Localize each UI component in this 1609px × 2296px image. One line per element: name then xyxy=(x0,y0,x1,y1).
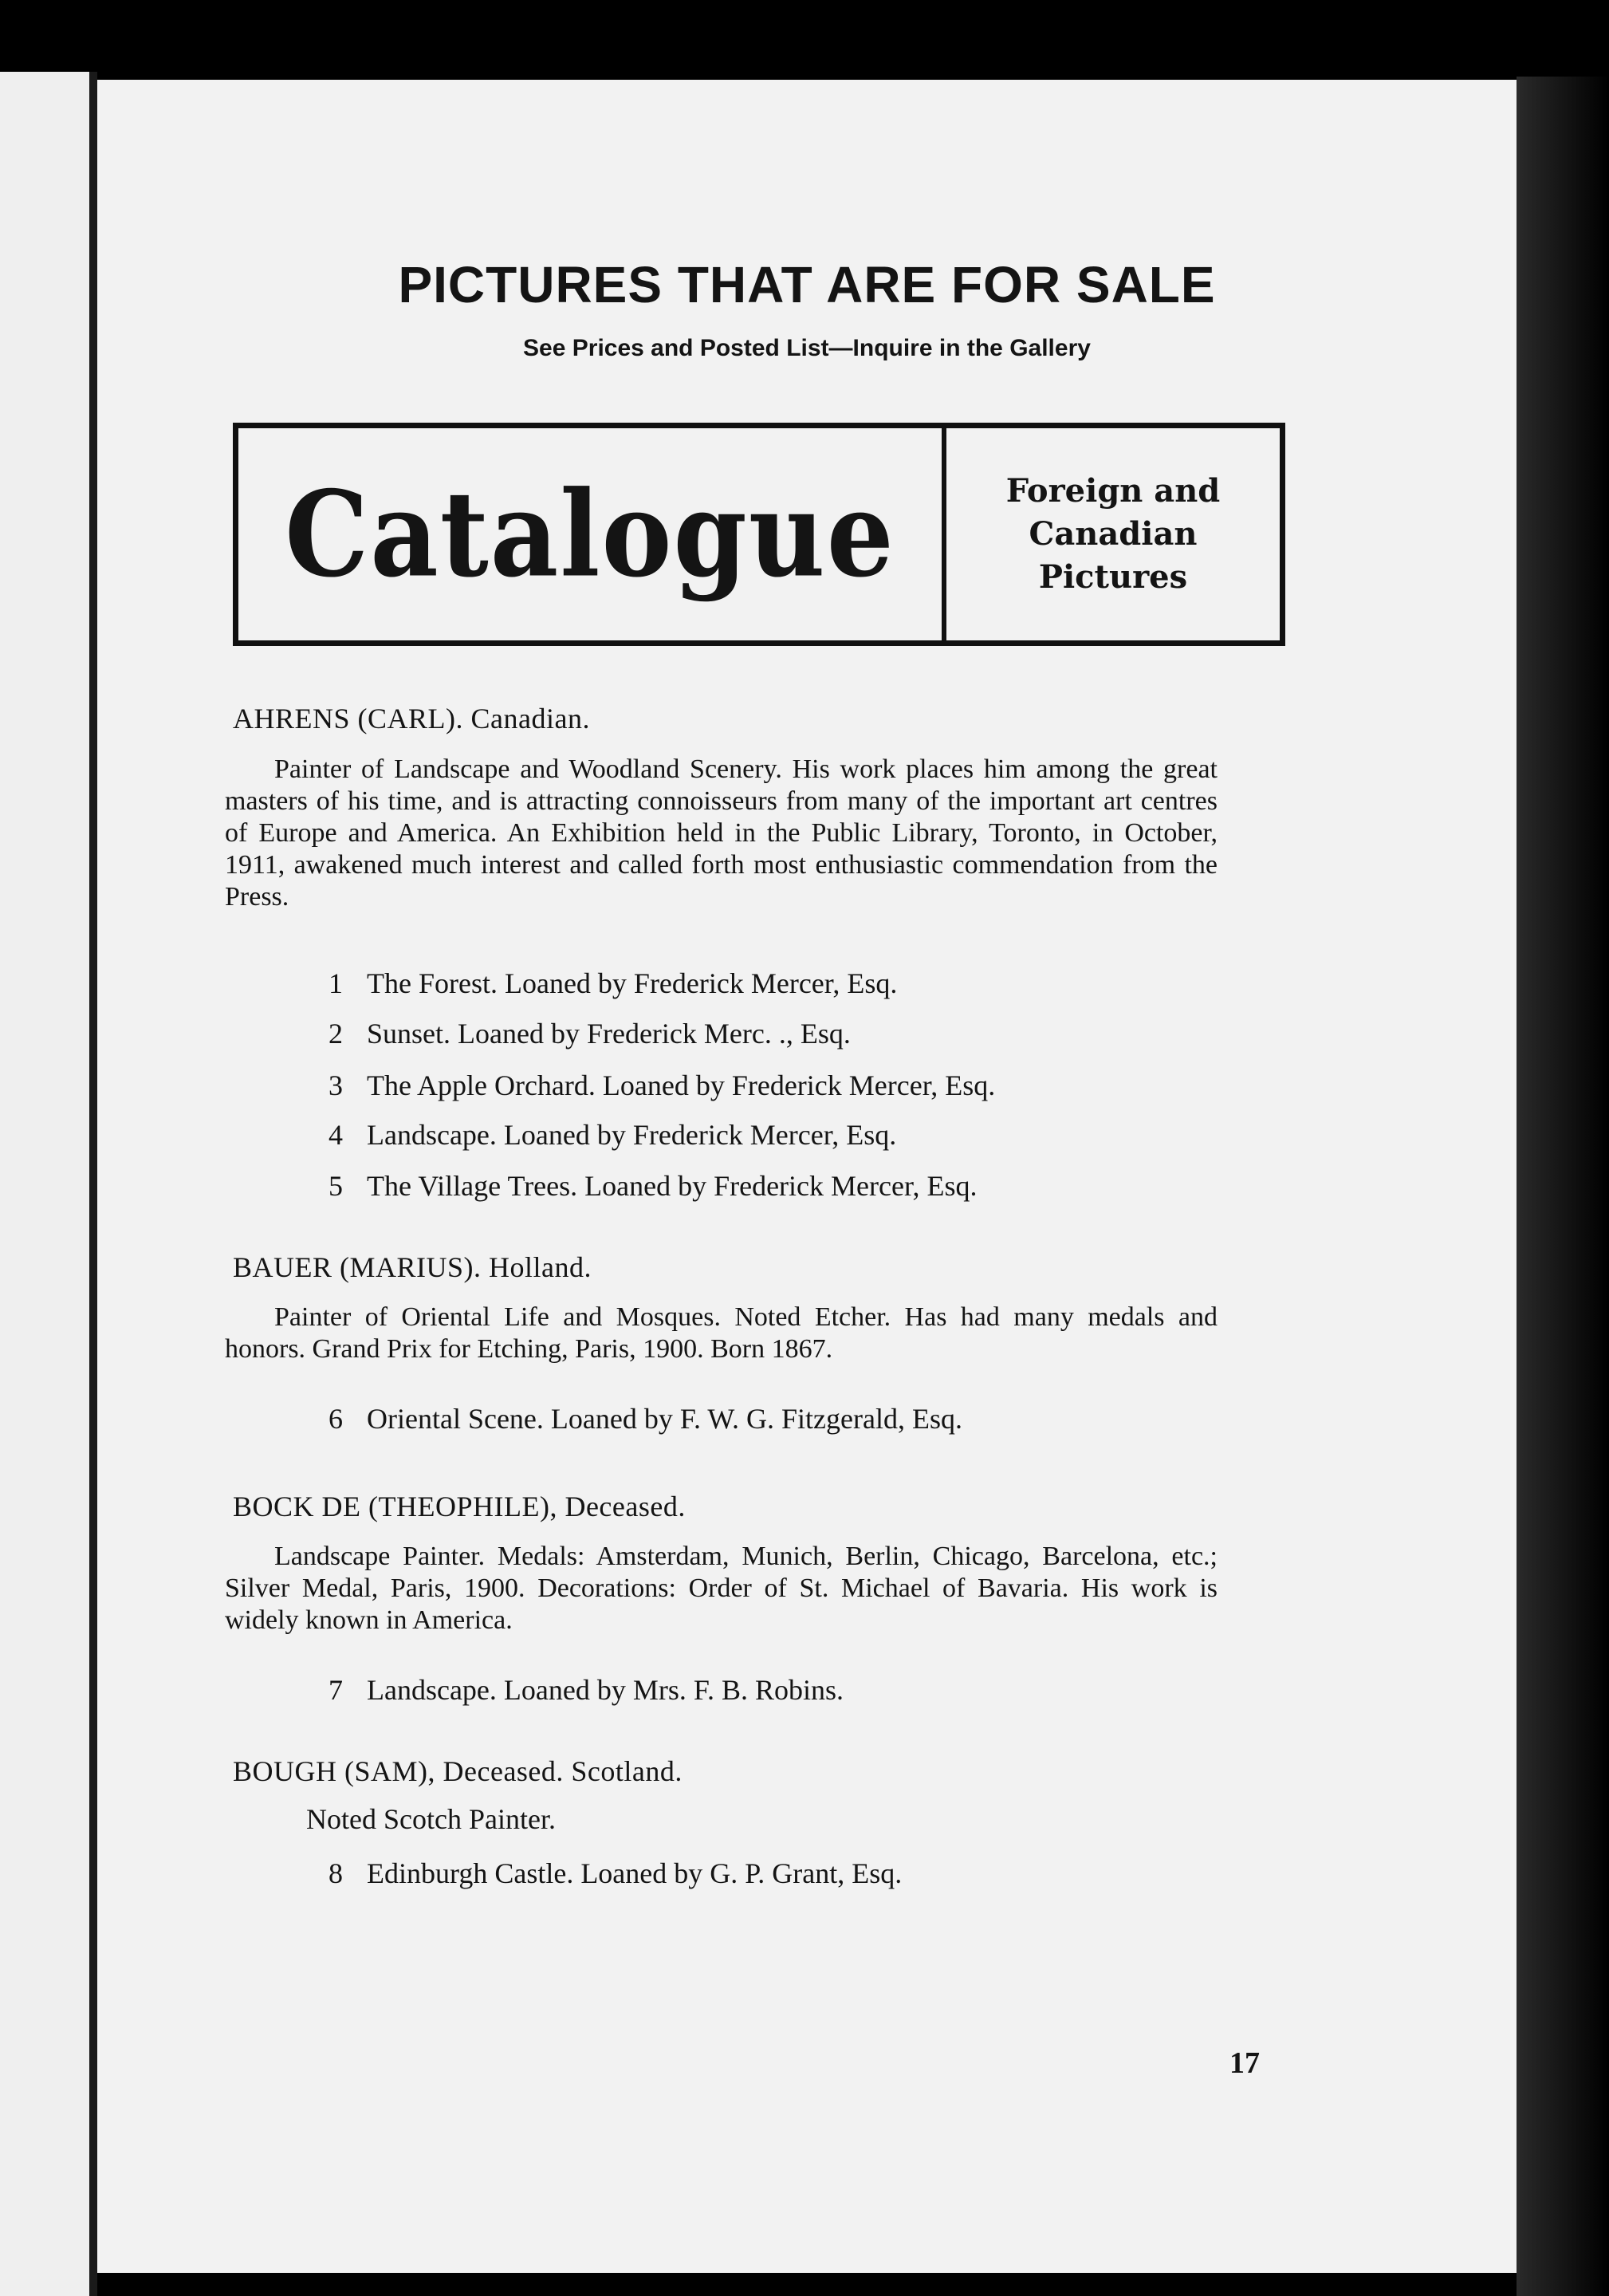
catalogue-item xyxy=(328,967,897,1000)
banner-subtitle-line: Foreign and xyxy=(1005,472,1221,510)
entry-description-bough: Noted Scotch Painter. xyxy=(306,1803,556,1835)
catalogue-item xyxy=(328,1017,851,1050)
catalogue-item xyxy=(328,1402,962,1435)
entry-description-bock-de: Landscape Painter. Medals: Amsterdam, Munich, Berlin, Chicago, Barcelona, etc.; Silver Medal, Paris, 1900. Decorations: Order of St. Michael of Bavaria. His work is widely known in America. xyxy=(225,1542,1218,1635)
page-shadow xyxy=(1517,77,1609,2296)
banner-subtitle-line: Pictures xyxy=(1038,558,1188,596)
catalogue-item xyxy=(328,1169,978,1203)
entry-heading-bock-de: BOCK DE (THEOPHILE), Deceased. xyxy=(233,1491,686,1522)
item-text: The Village Trees. Loaned by Frederick Mercer, Esq. xyxy=(367,1170,978,1202)
page-heading: PICTURES THAT ARE FOR SALE xyxy=(398,256,1216,313)
catalogue-item xyxy=(328,1118,896,1152)
item-number: 2 xyxy=(328,1018,343,1050)
item-text: The Apple Orchard. Loaned by Frederick Mercer, Esq. xyxy=(367,1069,996,1101)
page-number: 17 xyxy=(1229,2046,1260,2080)
banner-subtitle-line: Canadian xyxy=(1029,515,1198,553)
item-number: 3 xyxy=(328,1069,343,1101)
banner-title: Catalogue xyxy=(285,465,895,604)
item-text: Sunset. Loaned by Frederick Merc. ., Esq. xyxy=(367,1018,851,1050)
catalogue-item xyxy=(328,1857,902,1890)
page-subheading: See Prices and Posted List—Inquire in the Gallery xyxy=(523,335,1091,361)
banner-title-box xyxy=(238,428,946,640)
binding-gutter xyxy=(89,72,97,2296)
catalogue-item xyxy=(328,1673,844,1707)
item-text: Landscape. Loaned by Mrs. F. B. Robins. xyxy=(367,1674,844,1706)
entry-description-ahrens: Painter of Landscape and Woodland Scenery. His work places him among the great masters of his time, and is attracting connoisseurs from many of the important art centres of Europe and America. An Exhibition held in the Public Library, Toronto, in October, 1911, awakened much interest and called forth most enthusiastic commendation from the Press. xyxy=(225,754,1218,912)
entry-heading-ahrens: AHRENS (CARL). Canadian. xyxy=(233,703,590,734)
previous-page-edge xyxy=(0,72,89,2296)
item-text: Edinburgh Castle. Loaned by G. P. Grant, Esq. xyxy=(367,1857,903,1889)
entry-description-bauer: Painter of Oriental Life and Mosques. Noted Etcher. Has had many medals and honors. Grand Prix for Etching, Paris, 1900. Born 1867. xyxy=(225,1302,1218,1364)
catalogue-item xyxy=(328,1069,995,1102)
entry-heading-bough: BOUGH (SAM), Deceased. Scotland. xyxy=(233,1755,683,1787)
item-text: The Forest. Loaned by Frederick Mercer, Esq. xyxy=(367,967,898,999)
item-number: 8 xyxy=(328,1857,343,1889)
entry-heading-bauer: BAUER (MARIUS). Holland. xyxy=(233,1251,592,1283)
item-number: 7 xyxy=(328,1674,343,1706)
catalogue-page xyxy=(97,80,1517,2273)
banner-subtitle xyxy=(946,428,1280,640)
item-number: 6 xyxy=(328,1403,343,1435)
item-number: 5 xyxy=(328,1170,343,1202)
item-number: 4 xyxy=(328,1119,343,1151)
item-text: Oriental Scene. Loaned by F. W. G. Fitzgerald, Esq. xyxy=(367,1403,962,1435)
item-text: Landscape. Loaned by Frederick Mercer, Esq. xyxy=(367,1119,897,1151)
item-number: 1 xyxy=(328,967,343,999)
catalogue-banner xyxy=(233,423,1285,646)
